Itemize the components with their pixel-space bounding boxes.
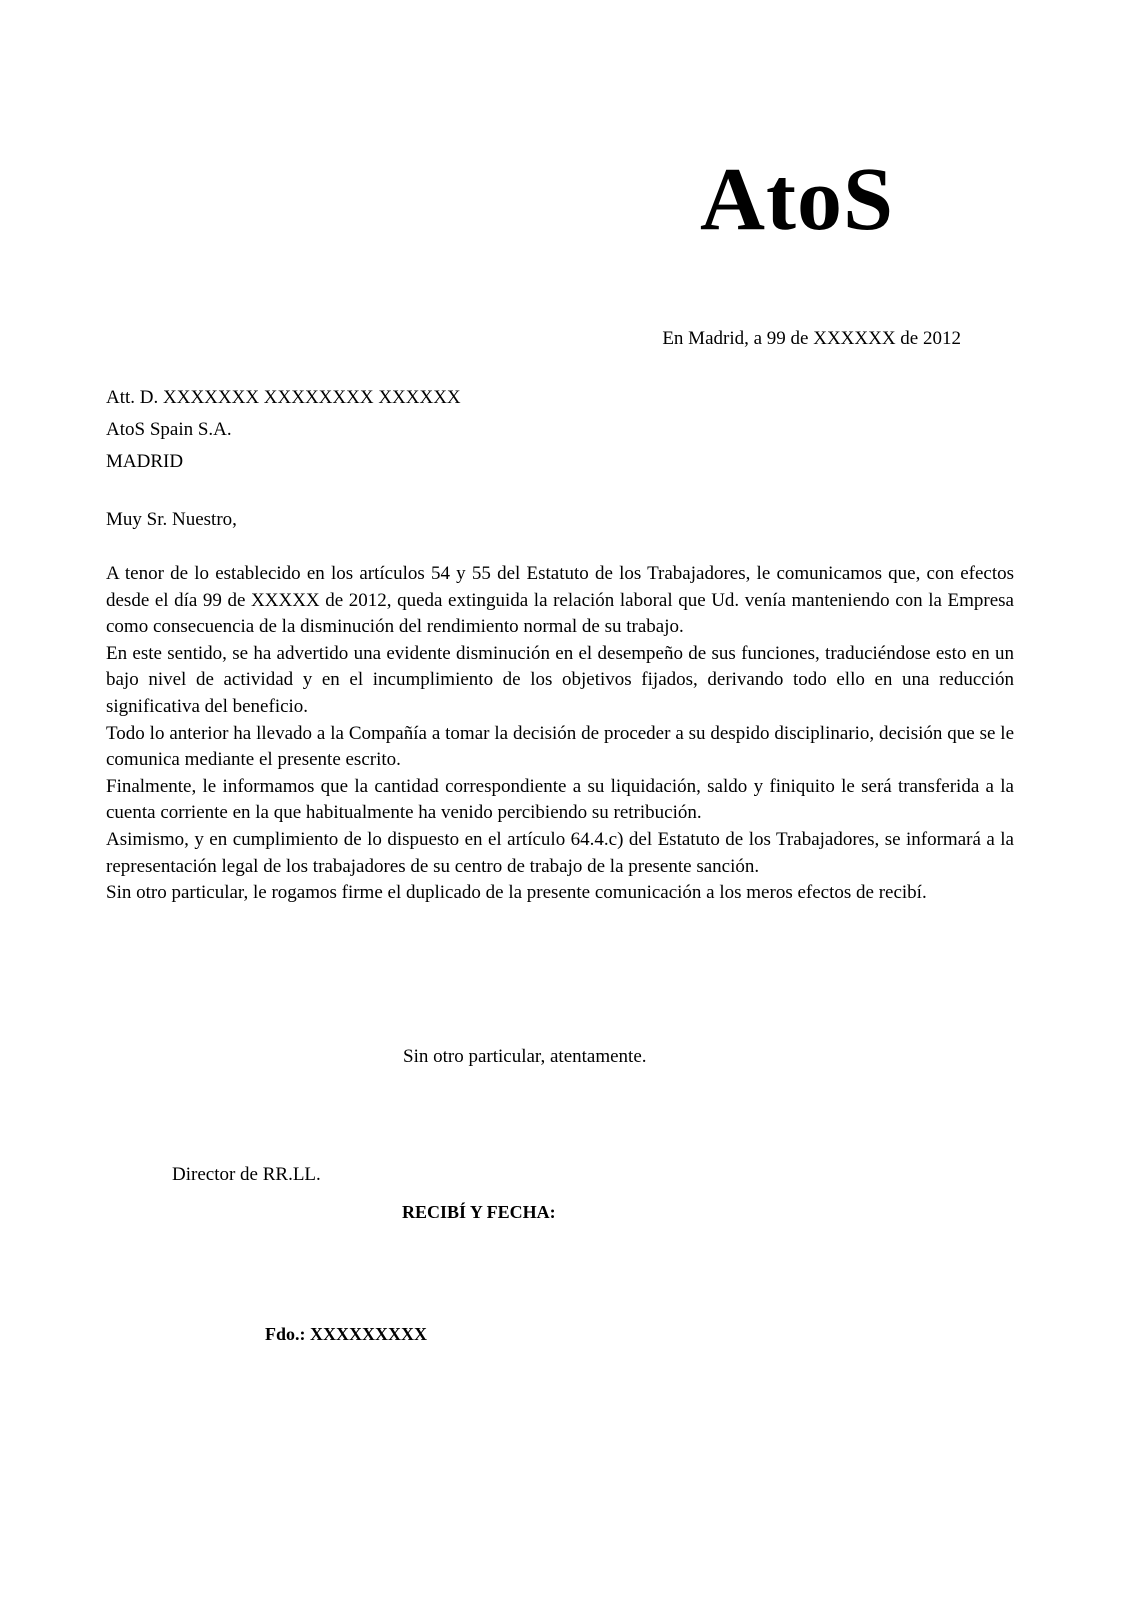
body-paragraph: A tenor de lo establecido en los artículos 54 y 55 del Estatuto de los Trabajadores, le comunicamos que, con efectos desde el día 99 de XXXXX de 2012, queda extinguida la relación laboral que Ud. venía manteniendo con la Empresa como consecuencia de la disminución del rendimiento normal de su trabajo. (106, 563, 1014, 638)
salutation: Muy Sr. Nuestro, (106, 509, 237, 530)
signer-title: Director de RR.LL. (172, 1164, 321, 1185)
letter-body (106, 561, 1014, 907)
date-line: En Madrid, a 99 de XXXXXX de 2012 (662, 328, 961, 349)
body-paragraph: En este sentido, se ha advertido una evidente disminución en el desempeño de sus funciones, traduciéndose esto en un bajo nivel de actividad y en el incumplimiento de los objetivos fijados, derivando todo ello en una reducción significativa del beneficio. (106, 642, 1014, 717)
body-paragraph: Asimismo, y en cumplimiento de lo dispuesto en el artículo 64.4.c) del Estatuto de los Trabajadores, se informará a la representación legal de los trabajadores de su centro de trabajo de la presente sanción. (106, 828, 1014, 877)
recipient-city: MADRID (106, 451, 184, 472)
recipient-block (106, 382, 461, 478)
body-paragraph: Todo lo anterior ha llevado a la Compañía a tomar la decisión de proceder a su despido disciplinario, decisión que se le comunica mediante el presente escrito. (106, 722, 1014, 771)
recipient-company: AtoS Spain S.A. (106, 419, 232, 440)
company-logo: AtoS (700, 150, 895, 249)
recipient-name: Att. D. XXXXXXX XXXXXXXX XXXXXX (106, 387, 461, 408)
body-paragraph: Finalmente, le informamos que la cantidad correspondiente a su liquidación, saldo y finiquito le será transferida a la cuenta corriente en la que habitualmente ha venido percibiendo su retribución. (106, 775, 1014, 824)
body-paragraph: Sin otro particular, le rogamos firme el duplicado de la presente comunicación a los meros efectos de recibí. (106, 882, 927, 904)
received-label: RECIBÍ Y FECHA: (402, 1202, 556, 1222)
signed-label: Fdo.: XXXXXXXXX (265, 1324, 427, 1344)
closing-line: Sin otro particular, atentamente. (403, 1046, 647, 1067)
